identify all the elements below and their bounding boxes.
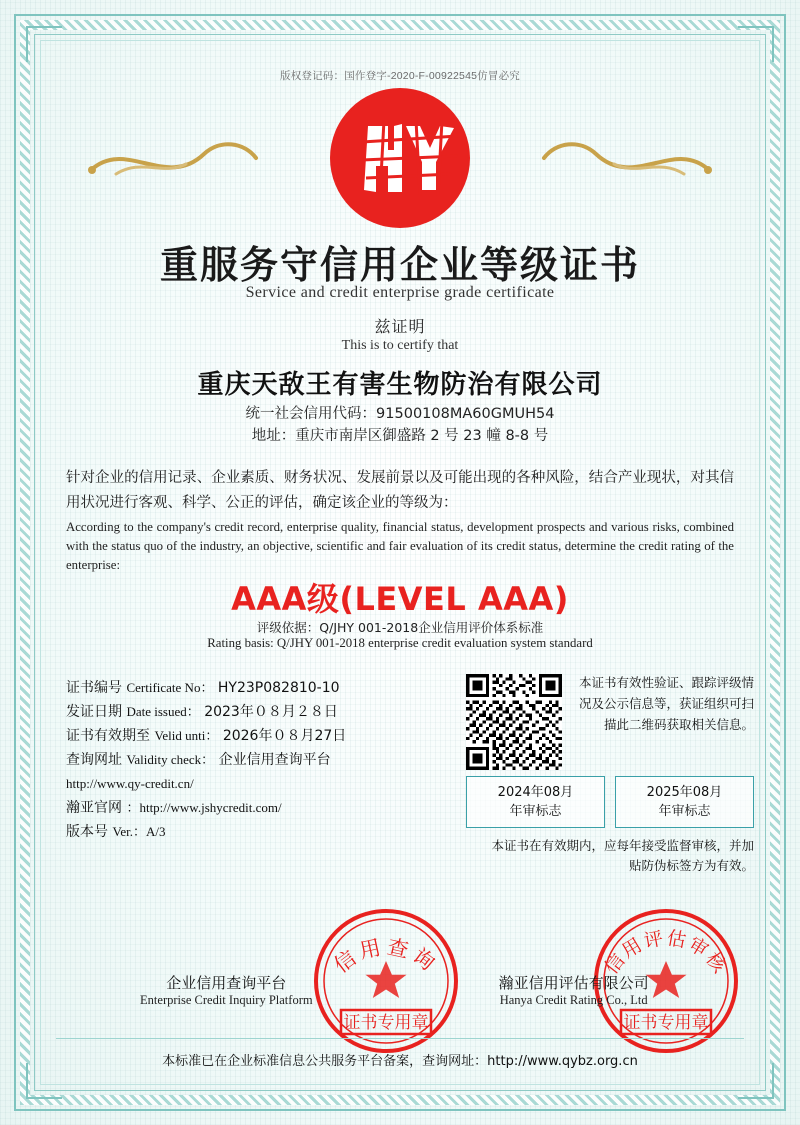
copyright-notice: 版权登记码：国作登字-2020-F-00922545仿冒必究 bbox=[280, 70, 520, 82]
validity-check-label-en: Validity check： bbox=[126, 752, 215, 767]
seal-org-left bbox=[66, 972, 387, 1008]
date-issued-label-en: Date issued： bbox=[126, 704, 200, 719]
official-site-value[interactable]: ：http://www.jshycredit.com/ bbox=[126, 800, 282, 815]
company-address: 地址：重庆市南岸区御盛路 2 号 23 幢 8-8 号 bbox=[251, 428, 549, 444]
footer-note: 本标准已在企业标准信息公共服务平台备案，查询网址：http://www.qybz.org.cn bbox=[162, 1054, 638, 1069]
statement-en: According to the company's credit record, enterprise quality, financial status, development prospects and various risks, combined with the status quo of the industry, an objective, scientific and fair evaluation of its credit status, determine the credit rating of the enterprise: bbox=[66, 520, 734, 572]
detail-row-validity-check bbox=[66, 748, 446, 772]
valid-until-label-cn: 证书有效期至 bbox=[66, 728, 150, 744]
flourish-right-icon bbox=[524, 128, 714, 188]
cert-no-label-en: Certificate No： bbox=[126, 680, 214, 695]
rating-basis-en: Rating basis: Q/JHY 001-2018 enterprise credit evaluation system standard bbox=[207, 636, 593, 650]
certify-line-cn: 兹证明 bbox=[374, 317, 426, 336]
seal-org-left-cn: 企业信用查询平台 bbox=[166, 974, 287, 992]
annual-review-2025-year: 2025年08月 bbox=[646, 785, 723, 800]
supervision-note: 本证书在有效期内，应每年接受监督审核，并加贴防伪标签方为有效。 bbox=[491, 838, 754, 873]
version-label-cn: 版本号 bbox=[66, 824, 108, 840]
valid-until-label-en: Velid unti： bbox=[154, 728, 219, 743]
cert-no-label-cn: 证书编号 bbox=[66, 680, 122, 696]
detail-row-official-site[interactable] bbox=[66, 796, 446, 820]
detail-row-version bbox=[66, 820, 446, 844]
qr-note: 本证书有效性验证、跟踪评级情况及公示信息等，获证组织可扫描此二维码获取相关信息。 bbox=[578, 675, 754, 732]
certify-line-en: This is to certify that bbox=[341, 338, 459, 353]
annual-review-2024-label: 年审标志 bbox=[509, 804, 562, 819]
seal-organizations bbox=[66, 972, 734, 1008]
annual-review-boxes bbox=[466, 776, 754, 828]
statement-cn: 针对企业的信用记录、企业素质、财务状况、发展前景以及可能出现的各种风险，结合产业现状，对其信用状况进行客观、科学、公正的评估，确定该企业的等级为： bbox=[66, 470, 734, 511]
rating-basis-cn: 评级依据：Q/JHY 001-2018企业信用评价体系标准 bbox=[256, 620, 544, 635]
credit-code: 统一社会信用代码：91500108MA60GMUH54 bbox=[245, 406, 555, 422]
official-site-label-cn: 瀚亚官网 bbox=[66, 800, 122, 816]
validity-check-label-cn: 查询网址 bbox=[66, 752, 122, 768]
check-url-value[interactable]: http://www.qy-credit.cn/ bbox=[66, 776, 194, 791]
seal-org-right-cn: 瀚亚信用评估有限公司 bbox=[498, 974, 649, 992]
validity-check-value: 企业信用查询平台 bbox=[218, 752, 331, 768]
footer-divider bbox=[56, 1038, 744, 1039]
version-value: Ver.：A/3 bbox=[112, 824, 166, 839]
seal-left-stamp-text: 证书专用章 bbox=[343, 1013, 429, 1033]
logo-emblem bbox=[332, 90, 468, 226]
page-subtitle-en: Service and credit enterprise grade certificate bbox=[245, 284, 555, 301]
annual-review-box-2024 bbox=[466, 776, 605, 828]
seal-right-arc-text: 信用评估审核 bbox=[600, 927, 732, 979]
flourish-left-icon bbox=[86, 128, 276, 188]
date-issued-label-cn: 发证日期 bbox=[66, 704, 122, 720]
cert-no-value: HY23P082810-10 bbox=[217, 680, 340, 696]
seal-left-arc-text: 信用查询 bbox=[329, 934, 443, 978]
annual-review-2024-year: 2024年08月 bbox=[497, 785, 574, 800]
valid-until-value: 2026年０８月27日 bbox=[222, 728, 347, 744]
emblem-area bbox=[46, 90, 754, 230]
detail-row-cert-no bbox=[66, 676, 446, 700]
detail-row-date-issued bbox=[66, 700, 446, 724]
seal-org-left-en: Enterprise Credit Inquiry Platform bbox=[140, 993, 313, 1007]
detail-row-valid-until bbox=[66, 724, 446, 748]
hy-monogram-icon bbox=[332, 90, 468, 226]
certificate-content bbox=[46, 46, 754, 1079]
annual-review-box-2025 bbox=[615, 776, 754, 828]
credit-level: AAA级(LEVEL AAA) bbox=[231, 580, 569, 618]
page-title: 重服务守信用企业等级证书 bbox=[159, 243, 640, 287]
seal-org-right-en: Hanya Credit Rating Co., Ltd bbox=[499, 993, 648, 1007]
certificate-details bbox=[66, 676, 446, 844]
qr-code[interactable] bbox=[466, 674, 562, 770]
detail-row-check-url[interactable] bbox=[66, 772, 446, 796]
company-name: 重庆天敌王有害生物防治有限公司 bbox=[197, 370, 603, 400]
seal-org-right bbox=[413, 972, 734, 1008]
date-issued-value: 2023年０８月２８日 bbox=[204, 704, 338, 720]
qr-code-icon[interactable] bbox=[466, 674, 562, 770]
seal-right-stamp-text: 证书专用章 bbox=[623, 1013, 709, 1033]
annual-review-2025-label: 年审标志 bbox=[658, 804, 711, 819]
